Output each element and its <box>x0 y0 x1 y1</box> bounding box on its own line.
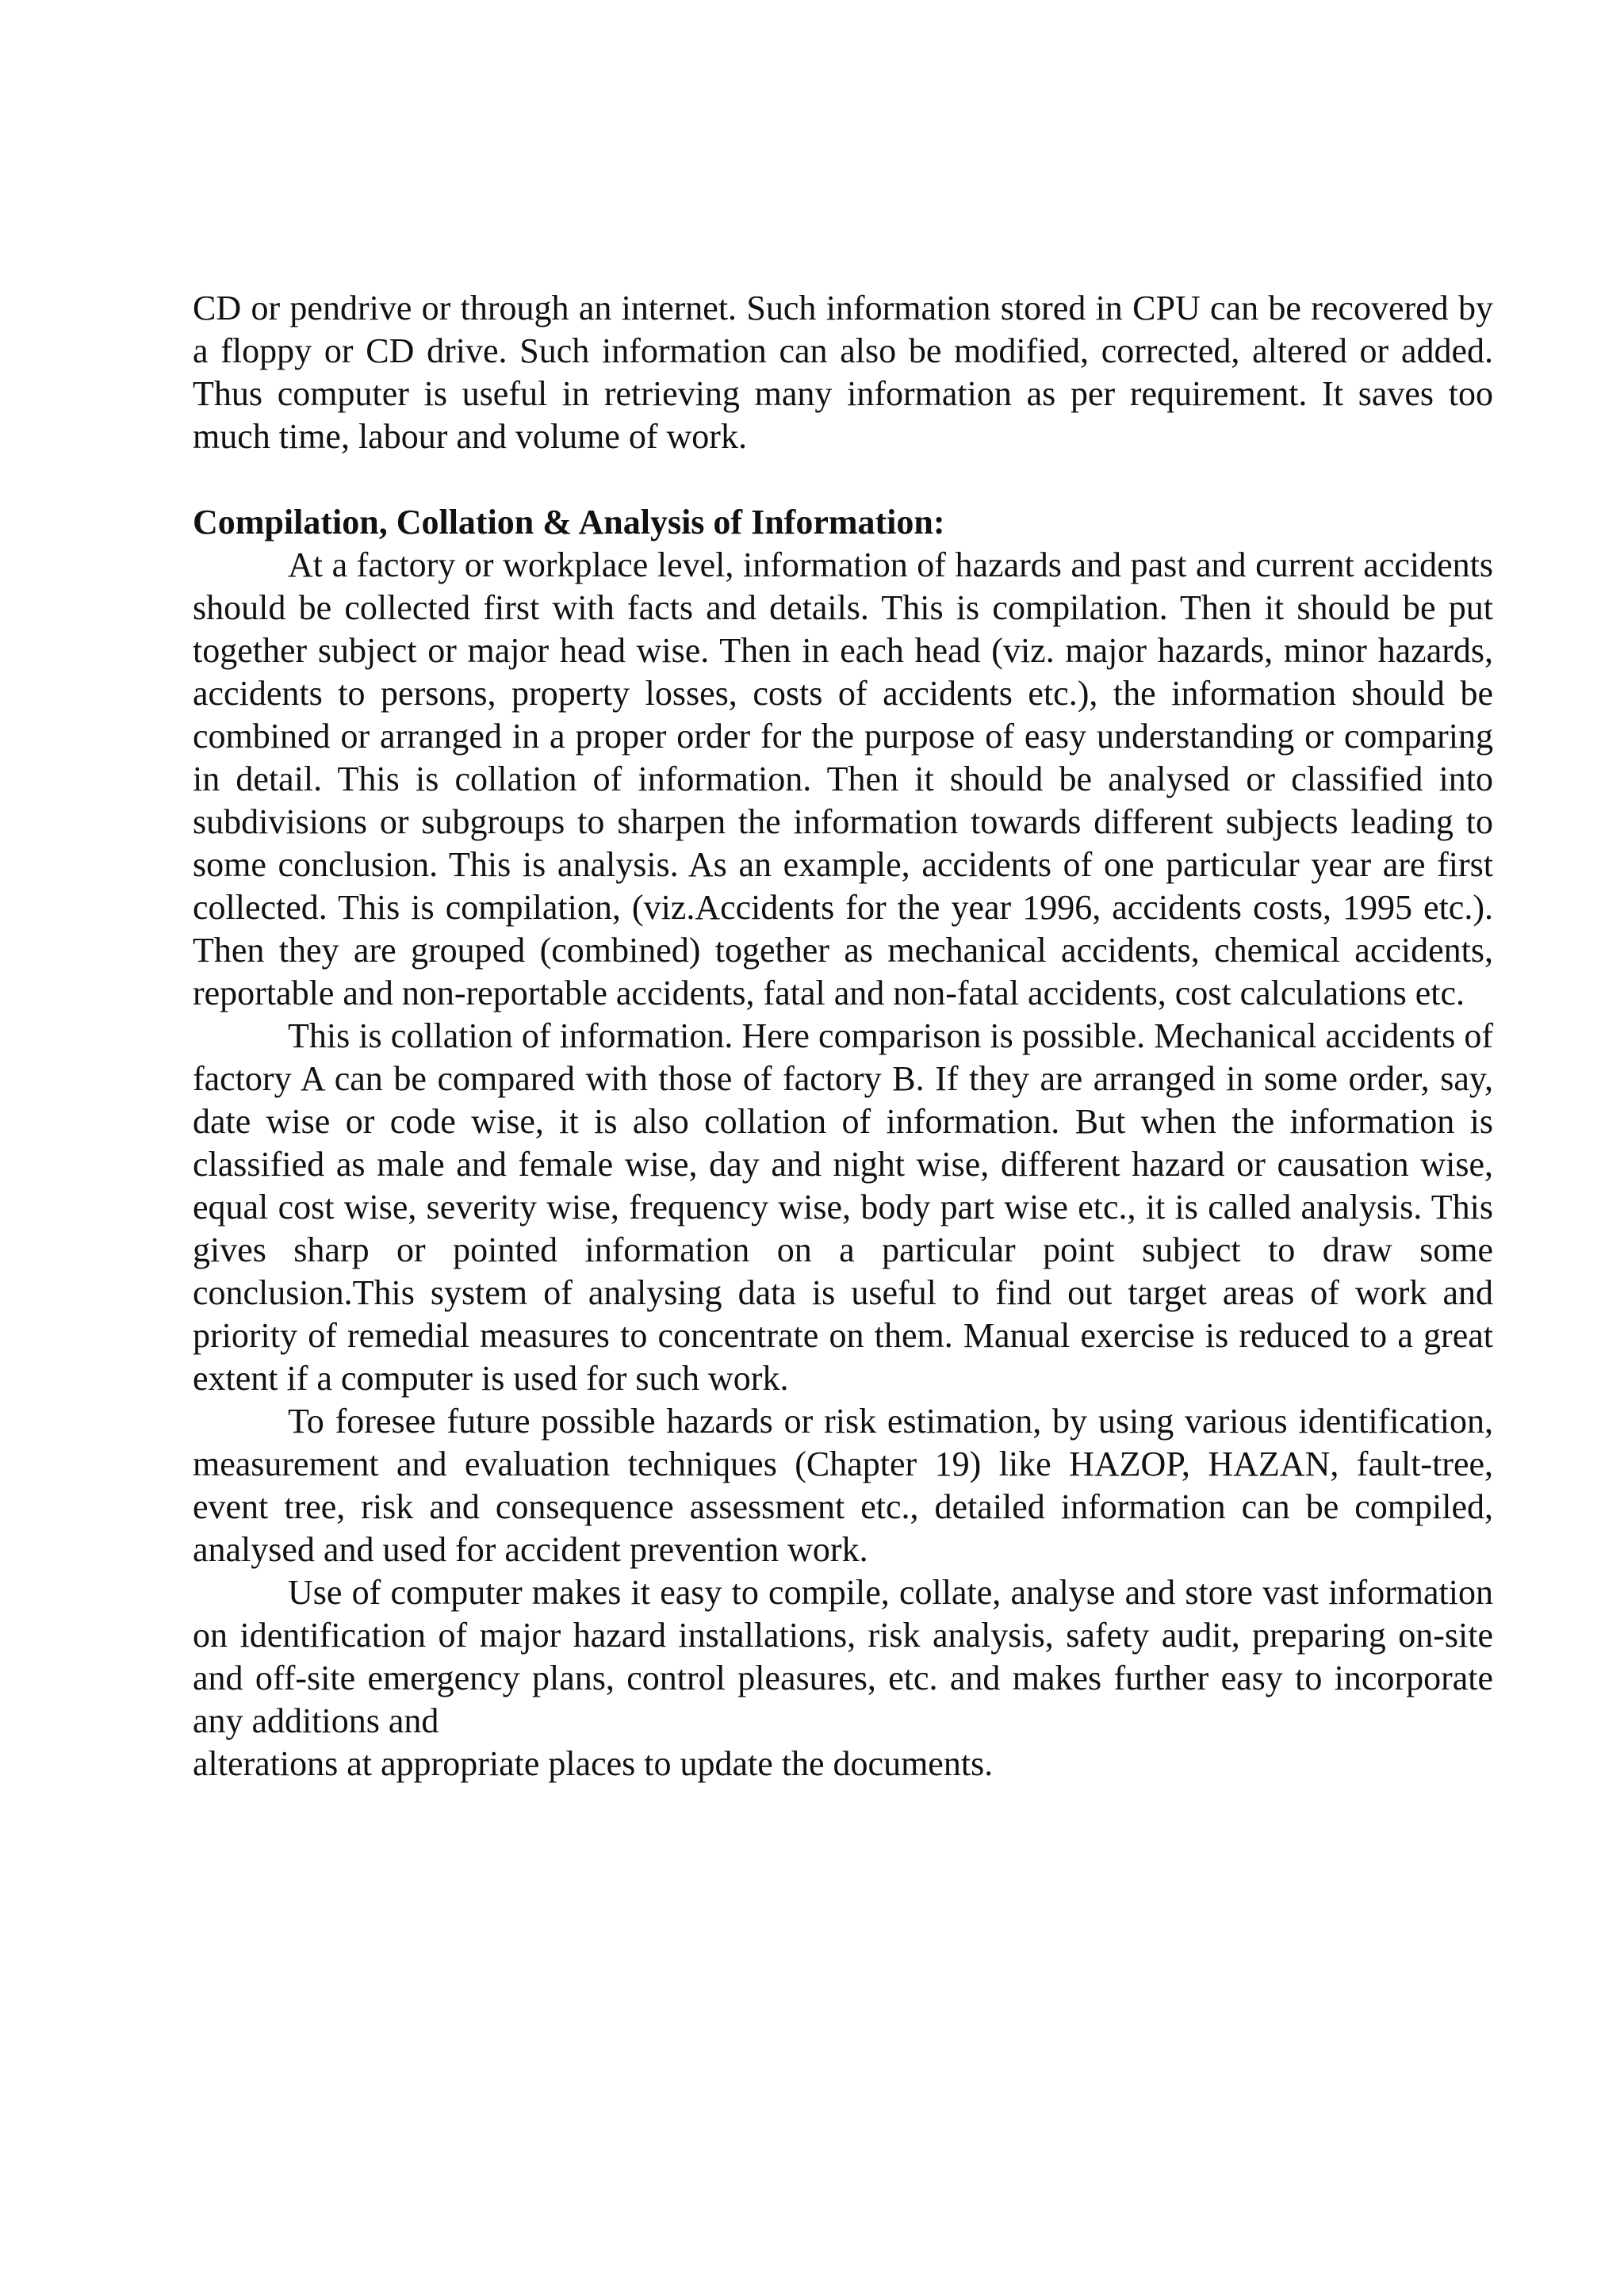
section-heading: Compilation, Collation & Analysis of Information: <box>193 503 945 541</box>
paragraph-computer-use: Use of computer makes it easy to compile, collate, analyse and store vast information on identification of major hazard installations, risk analysis, safety audit, preparing on-site and off-site emergency plans, control pleasures, etc. and makes further easy to incorporate any additions and <box>193 1573 1493 1740</box>
paragraph-risk-estimation: To foresee future possible hazards or risk estimation, by using various identification, measurement and evaluation techniques (Chapter 19) like HAZOP, HAZAN, fault-tree, event tree, risk and consequence assessment etc., detailed information can be compiled, analysed and used for accident prevention work. <box>193 1402 1493 1569</box>
document-body <box>193 287 1493 1785</box>
paragraph-compilation: At a factory or workplace level, information of hazards and past and current accidents should be collected first with facts and details. This is compilation. Then it should be put together subject or major head wise. Then in each head (viz. major hazards, minor hazards, accidents to persons, property losses, costs of accidents etc.), the information should be combined or arranged in a proper order for the purpose of easy understanding or comparing in detail. This is collation of information. Then it should be analysed or classified into subdivisions or subgroups to sharpen the information towards different subjects leading to some conclusion. This is analysis. As an example, accidents of one particular year are first collected. This is compilation, (viz.Accidents for the year 1996, accidents costs, 1995 etc.). Then they are grouped (combined) together as mechanical accidents, chemical accidents, reportable and non-reportable accidents, fatal and non-fatal accidents, cost calculations etc. <box>193 545 1493 1012</box>
intro-paragraph: CD or pendrive or through an internet. Such information stored in CPU can be recovered by a floppy or CD drive. Such information can also be modified, corrected, altered or added. Thus computer is useful in retrieving many information as per requirement. It saves too much time, labour and volume of work. <box>193 289 1493 456</box>
paragraph-collation: This is collation of information. Here comparison is possible. Mechanical accidents of factory A can be compared with those of factory B. If they are arranged in some order, say, date wise or code wise, it is also collation of information. But when the information is classified as male and female wise, day and night wise, different hazard or causation wise, equal cost wise, severity wise, frequency wise, body part wise etc., it is called analysis. This gives sharp or pointed information on a particular point subject to draw some conclusion.This system of analysing data is useful to find out target areas of work and priority of remedial measures to concentrate on them. Manual exercise is reduced to a great extent if a computer is used for such work. <box>193 1016 1493 1398</box>
closing-line: alterations at appropriate places to update the documents. <box>193 1744 994 1783</box>
